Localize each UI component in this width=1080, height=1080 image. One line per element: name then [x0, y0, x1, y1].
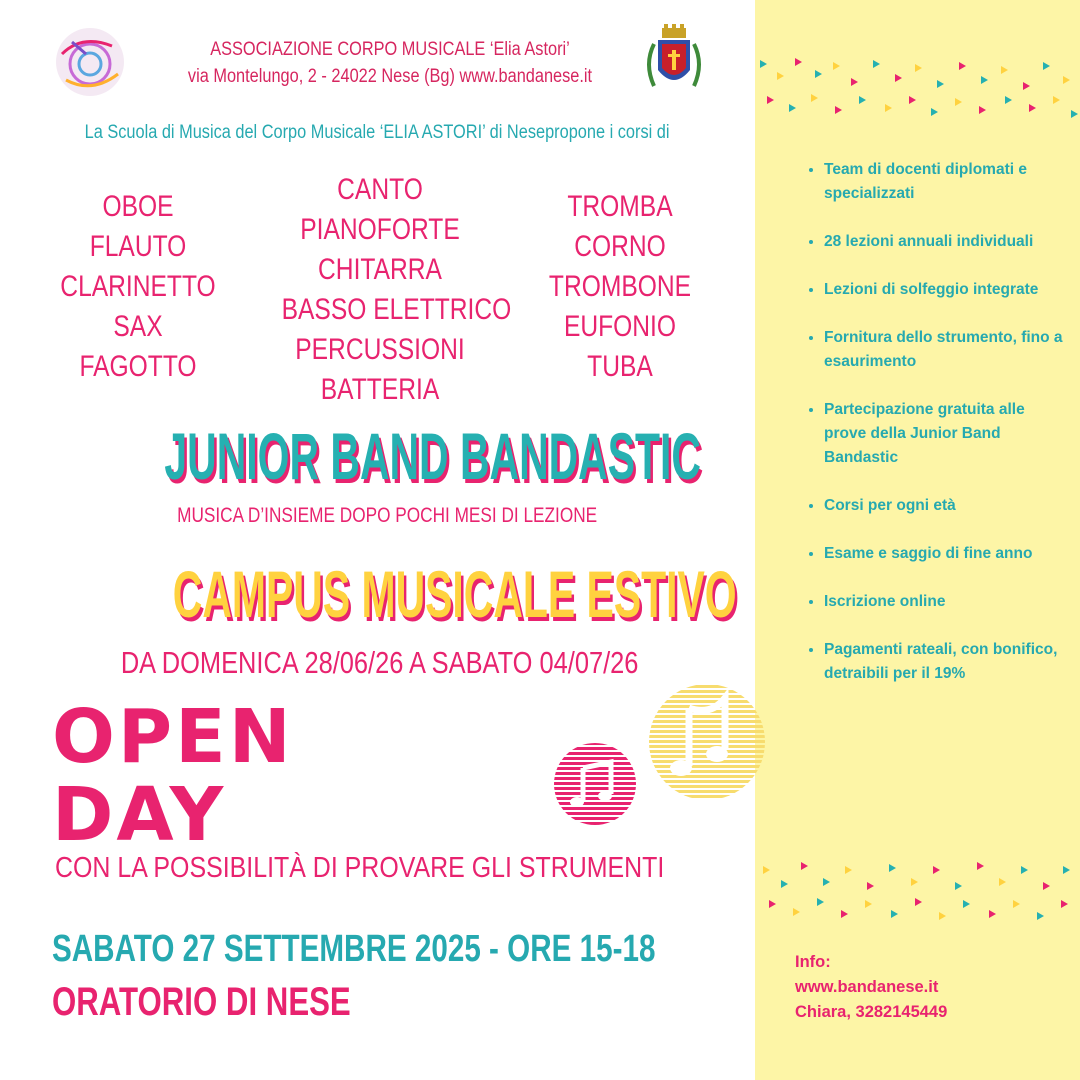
course-item: PIANOFORTE: [300, 213, 460, 246]
course-item: TROMBA: [567, 190, 673, 223]
course-item: SAX: [113, 310, 163, 343]
junior-band-title: JUNIOR BAND BANDASTIC: [164, 419, 701, 493]
campus-dates: DA DOMENICA 28/06/26 A SABATO 04/07/26: [121, 645, 639, 680]
open-day-subtitle: CON LA POSSIBILITÀ DI PROVARE GLI STRUMENTI: [55, 852, 665, 884]
info-block: [795, 950, 947, 1025]
header-title: [184, 36, 597, 90]
course-item: BATTERIA: [320, 373, 440, 406]
feature-item: • Fornitura dello strumento, fino a esaurimento: [824, 326, 1064, 374]
course-item: CANTO: [337, 173, 423, 206]
town-crest-icon: [640, 24, 708, 100]
courses-column-brass: [522, 187, 718, 387]
campus-title: CAMPUS MUSICALE ESTIVO: [172, 557, 737, 631]
feature-item: • Pagamenti rateali, con bonifico, detraibili per il 19%: [824, 638, 1064, 686]
course-item: BASSO ELETTRICO: [281, 293, 512, 326]
feature-item: • Iscrizione online: [824, 590, 1064, 614]
courses-column-modern: [260, 170, 512, 410]
course-item: TUBA: [587, 350, 653, 383]
open-day-title: [52, 694, 294, 858]
info-label: Info:: [795, 953, 831, 971]
course-item: EUFONIO: [563, 310, 677, 343]
association-name: ASSOCIAZIONE CORPO MUSICALE ‘Elia Astori’: [210, 39, 570, 60]
course-item: FLAUTO: [89, 230, 187, 263]
open-day-line-2: DAY: [52, 772, 227, 858]
course-item: CORNO: [574, 230, 666, 263]
feature-item: • Team di docenti diplomati e specializzati: [824, 158, 1064, 206]
feature-item: • Esame e saggio di fine anno: [824, 542, 1064, 566]
event-date: SABATO 27 SETTEMBRE 2025 - ORE 15-18: [52, 928, 656, 970]
info-contact: Chiara, 3282145449: [795, 1003, 948, 1021]
feature-item: • 28 lezioni annuali individuali: [824, 230, 1064, 254]
course-item: TROMBONE: [548, 270, 692, 303]
feature-item: • Corsi per ogni età: [824, 494, 1064, 518]
music-note-icon: [645, 680, 765, 804]
band-logo-icon: [52, 24, 128, 100]
intro-text: La Scuola di Musica del Corpo Musicale ‘ELIA ASTORI’ di Nesepropone i corsi di: [85, 122, 670, 143]
music-note-icon: [553, 742, 637, 826]
feature-item: • Lezioni di solfeggio integrate: [824, 278, 1064, 302]
course-item: FAGOTTO: [79, 350, 197, 383]
course-item: OBOE: [102, 190, 174, 223]
junior-band-subtitle: MUSICA D’INSIEME DOPO POCHI MESI DI LEZIONE: [177, 504, 598, 527]
course-item: CLARINETTO: [60, 270, 216, 303]
feature-item: • Partecipazione gratuita alle prove della Junior Band Bandastic: [824, 398, 1064, 470]
course-item: PERCUSSIONI: [295, 333, 465, 366]
features-list: [800, 158, 1064, 710]
info-website-link[interactable]: www.bandanese.it: [795, 978, 939, 996]
courses-column-woodwinds: [40, 187, 236, 387]
association-address: via Montelungo, 2 - 24022 Nese (Bg) www.bandanese.it: [187, 66, 593, 87]
event-place: ORATORIO DI NESE: [52, 980, 351, 1024]
course-item: CHITARRA: [318, 253, 442, 286]
open-day-line-1: OPEN: [52, 694, 294, 780]
